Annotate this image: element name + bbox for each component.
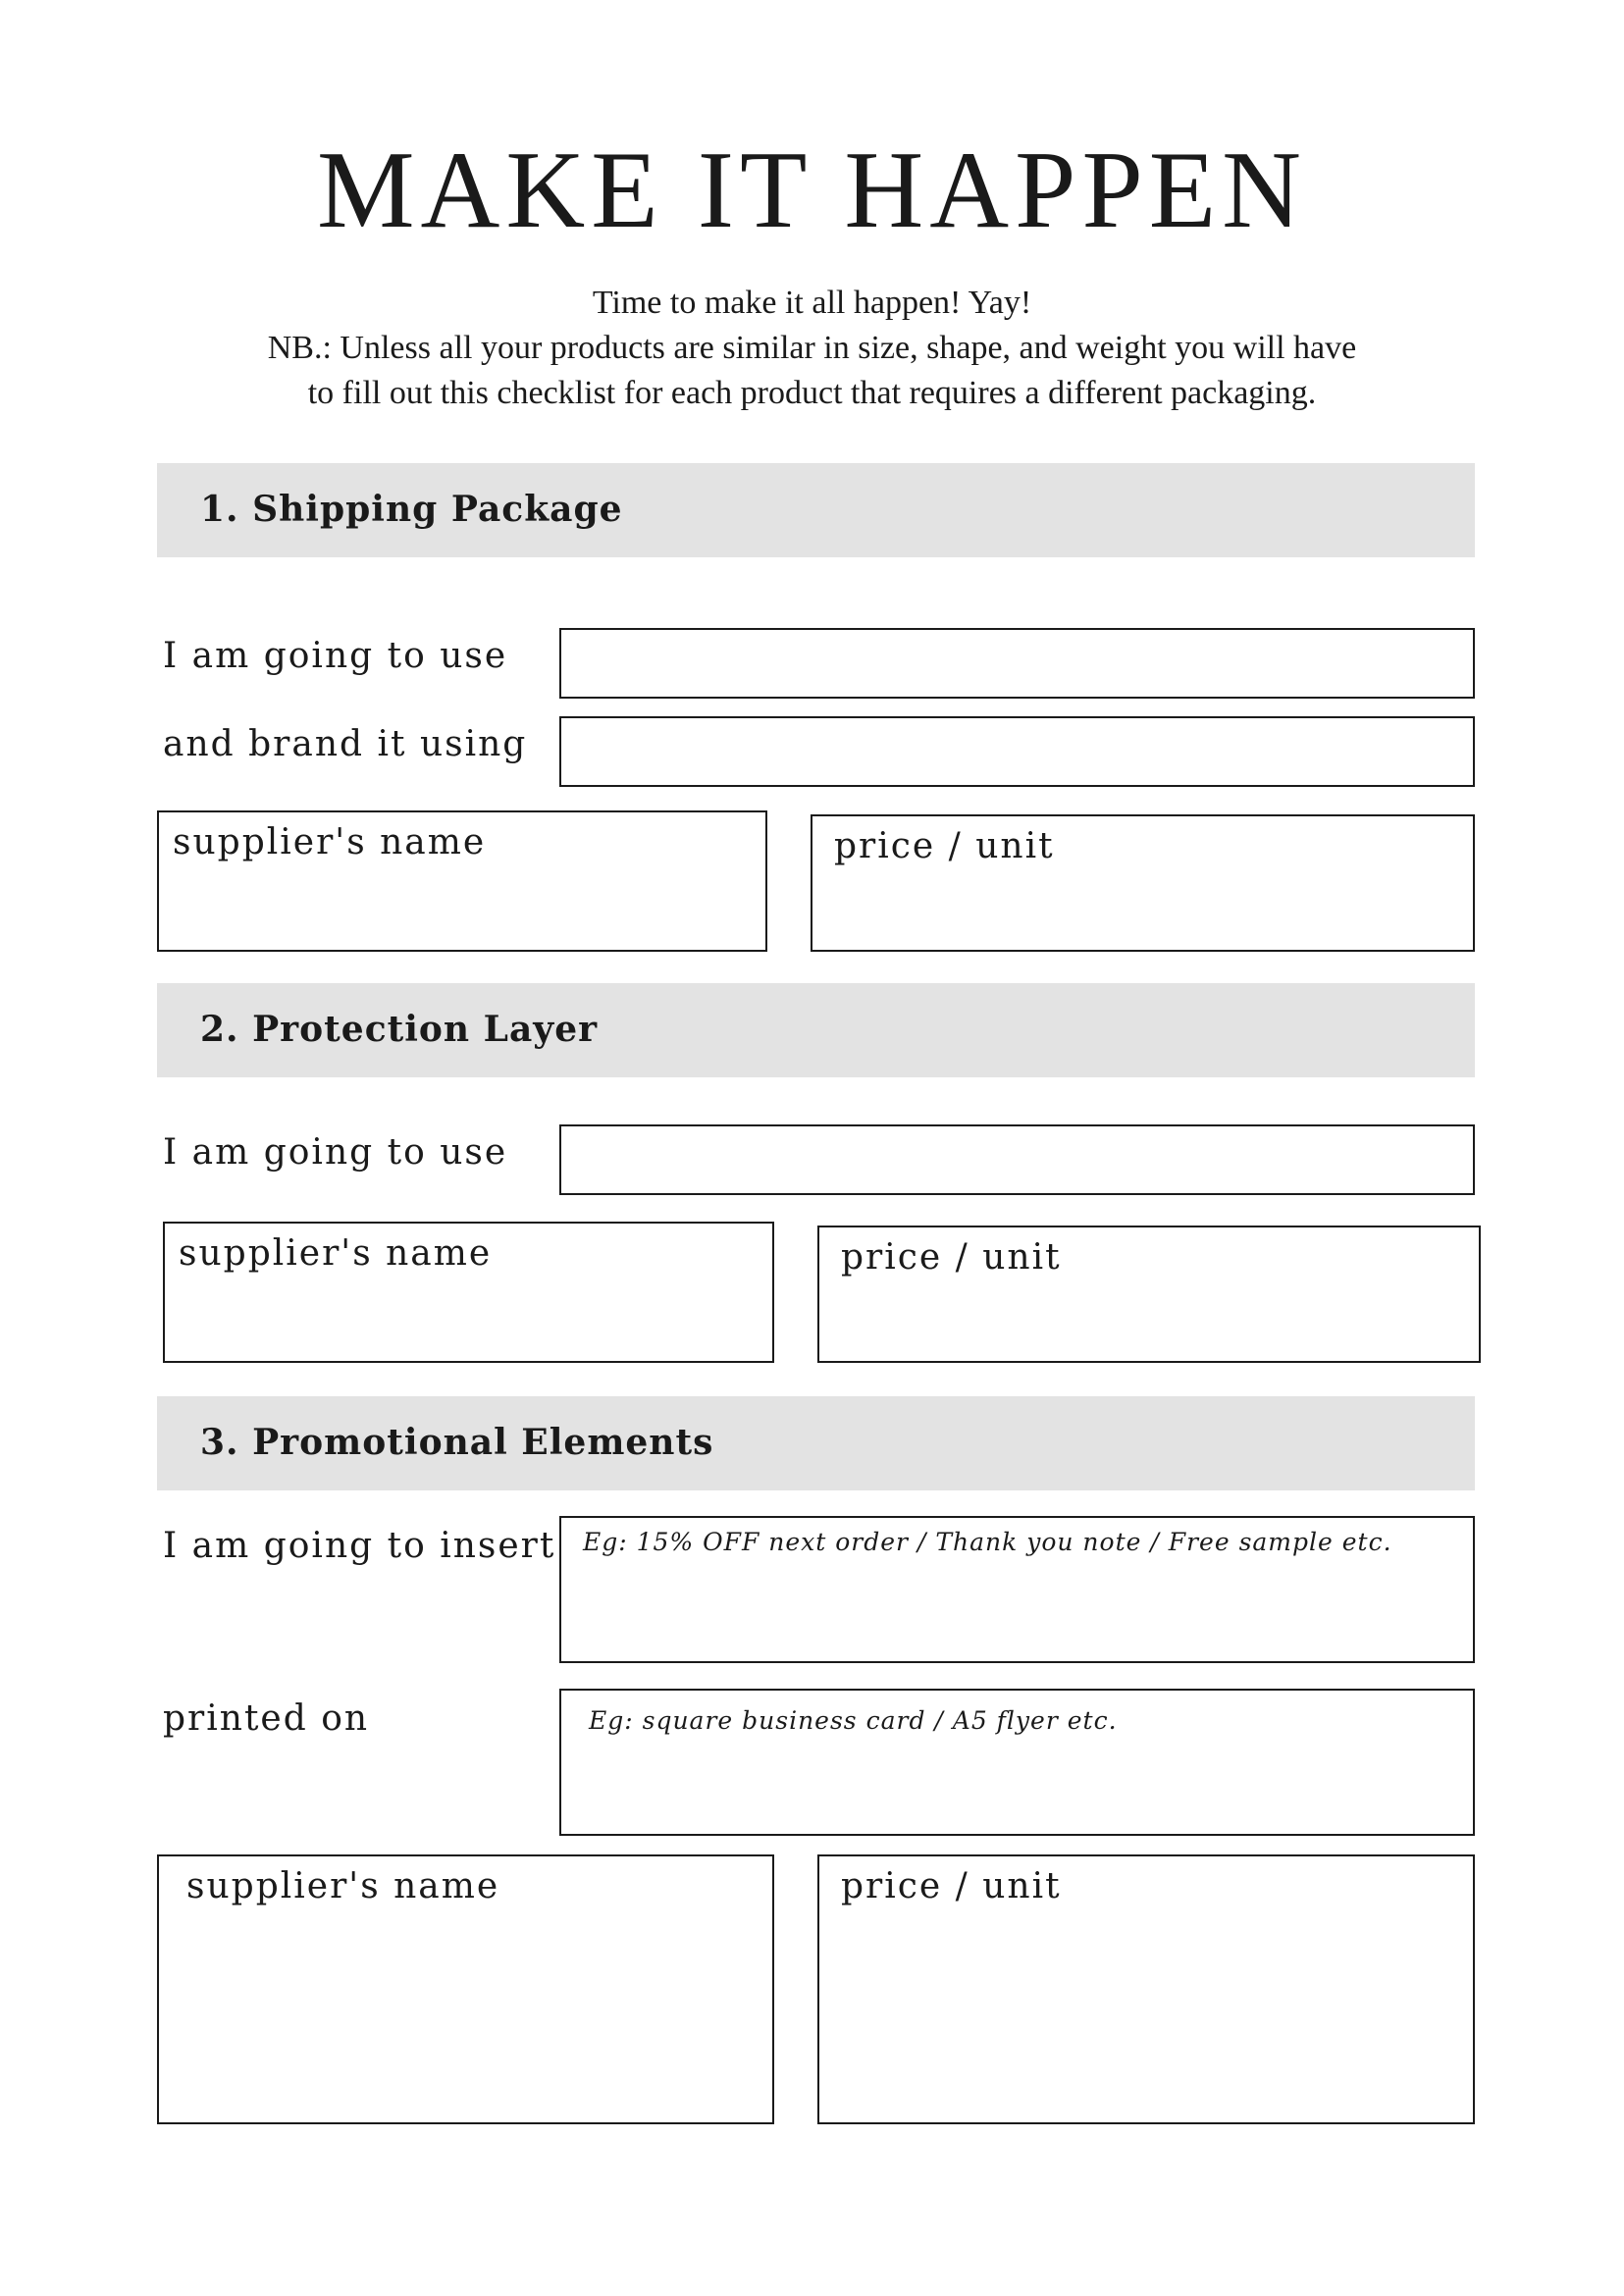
page-title: MAKE IT HAPPEN [316,130,1308,251]
field-label-going-to-use: I am going to use [163,1132,508,1173]
field-label-brand-it-using: and brand it using [163,724,528,764]
price-per-unit-field[interactable] [817,1854,1475,2124]
intro-line: NB.: Unless all your products are similar in size, shape, and weight you will have [267,330,1357,366]
section-header-promotional-elements [157,1396,1475,1490]
supplier-name-field[interactable] [163,1222,774,1363]
intro-line: Time to make it all happen! Yay! [592,285,1032,321]
supplier-name-label: supplier's name [179,1233,493,1274]
price-per-unit-label: price / unit [841,1866,1062,1906]
supplier-name-label: supplier's name [173,822,487,862]
field-label-going-to-use: I am going to use [163,636,508,676]
field-label-going-to-insert: I am going to insert [163,1526,556,1566]
price-per-unit-label: price / unit [834,826,1055,866]
section-heading: 3. Promotional Elements [200,1422,714,1463]
intro-text [0,281,1624,416]
printed-on-input[interactable] [559,1689,1475,1836]
field-label-printed-on: printed on [163,1698,370,1739]
supplier-name-field[interactable] [157,810,767,952]
supplier-name-label: supplier's name [186,1866,500,1906]
section-heading: 1. Shipping Package [200,489,623,530]
section-header-shipping-package [157,463,1475,557]
section-heading: 2. Protection Layer [200,1009,599,1050]
protection-layer-input[interactable] [559,1124,1475,1195]
insert-placeholder: Eg: 15% OFF next order / Thank you note / Free sample etc. [583,1528,1392,1556]
section-header-protection-layer [157,983,1475,1077]
branding-input[interactable] [559,716,1475,787]
price-per-unit-label: price / unit [841,1237,1062,1278]
printed-on-placeholder: Eg: square business card / A5 flyer etc. [589,1706,1118,1735]
shipping-package-input[interactable] [559,628,1475,699]
promotional-insert-input[interactable] [559,1516,1475,1663]
intro-line: to fill out this checklist for each product that requires a different packaging. [307,375,1317,411]
price-per-unit-field[interactable] [811,814,1475,952]
price-per-unit-field[interactable] [817,1226,1481,1363]
supplier-name-field[interactable] [157,1854,774,2124]
